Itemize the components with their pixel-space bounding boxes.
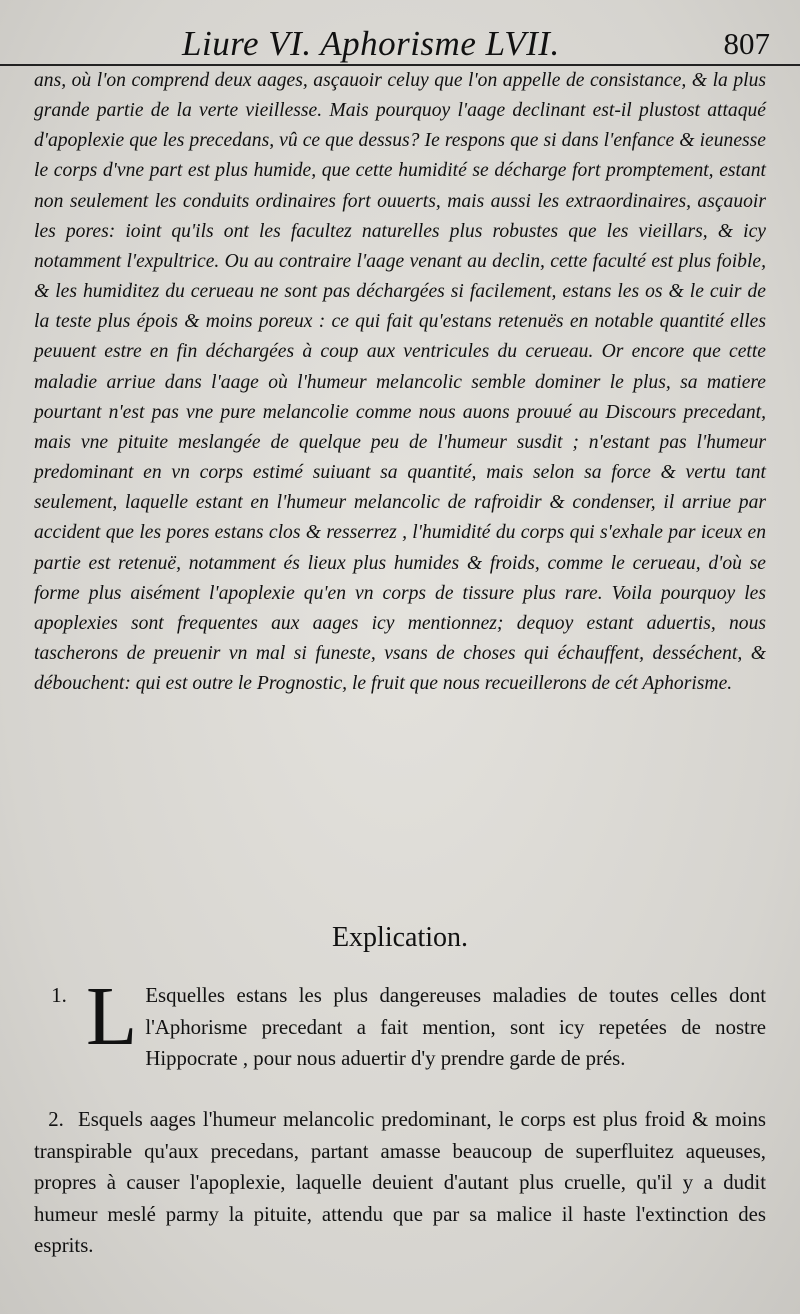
item-text: Esquels aages l'humeur melancolic predominant, le corps est plus froid & moins transpirable qu'aux precedans, partant amasse beaucoup de superfluitez aqueuses, propres à causer l'apoplexie, laquelle deuient d'autant plus cruelle, qu'il y a dudit humeur meslé parmy la pituite, attendu que par sa malice il haste l'extinction des esprits. [34,1108,766,1258]
body-paragraph: ans, où l'on comprend deux aages, asçauoir celuy que l'on appelle de consistance, & la plus grande partie de la verte vieillesse. Mais pourquoy l'aage declinant est-il plustost attaqué d'apoplexie que les precedans, vû ce que dessus? Ie respons que si dans l'enfance & ieunesse le corps d'vne part est plus humide, que cette humidité se décharge fort promptement, estant non seulement les conduits ordinaires fort ouuerts, mais aussi les extraordinaires, asçauoir les pores: ioint qu'ils ont les facultez naturelles plus robustes que les vieillars, & icy notamment l'expultrice. Ou au contraire l'aage venant au declin, cette faculté est plus foible, & les humiditez du cerueau ne sont pas déchargées si facilement, estans les os & le cuir de la teste plus épois & moins poreux : ce qui fait qu'estans retenuës en notable quantité elles peuuent estre en fin déchargées à coup aux ventricules du cerueau. Or encore que cette maladie arriue dans l'aage où l'humeur melancolic semble dominer le plus, sa matiere pourtant n'est pas vne pure melancolie comme nous auons prouué au Discours precedant, mais vne pituite meslangée de quelque peu de l'humeur susdit ; n'estant pas l'humeur predominant en vn corps estimé suiuant sa quantité, mais selon sa force & vertu tant seulement, laquelle estant en l'humeur melancolic de rafroidir & condenser, il arriue par accident que les pores estans clos & resserrez , l'humidité du corps qui s'exhale par iceux en partie est retenuë, notamment és lieux plus humides & froids, comme le cerueau, d'où se forme plus aisément l'apoplexie qu'en vn corps de tissure plus rare. Voila pourquoy les apoplexies sont frequentes aux aages icy mentionnez; dequoy estant aduertis, nous tascherons de preuenir vn mal si funeste, vsans de choses qui échauffent, desséchent, & débouchent: qui est outre le Prognostic, le fruit que nous recueillerons de cét Aphorisme. [34,70,766,695]
explication-item-1 [34,970,766,1075]
drop-cap: L [86,970,138,1063]
page-number: 807 [723,26,770,61]
section-title: Explication. [331,922,469,953]
running-head: Liure VI. Aphorisme LVII. [182,24,560,63]
item-number: 2. [48,1108,64,1131]
page-header [0,20,800,66]
item-number: 1. [51,984,67,1007]
explication-item-2 [34,1104,766,1262]
item-text: Esquelles estans les plus dangereuses maladies de toutes celles dont l'Aphorisme precedant a fait mention, sont icy repetées de nostre Hippocrate , pour nous aduertir d'y prendre garde de prés. [145,984,766,1071]
